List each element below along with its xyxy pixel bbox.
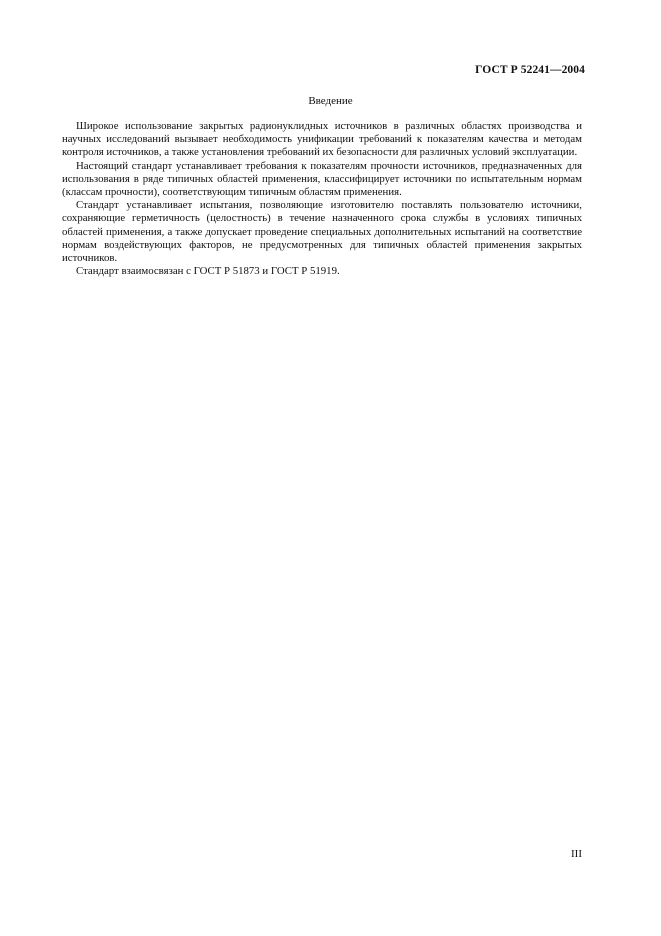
document-header: ГОСТ Р 52241—2004	[475, 64, 585, 76]
paragraph: Настоящий стандарт устанавливает требования к показателям прочности источников, предназначенных для использования в ряде типичных областей применения, классифицирует источники по испытательным нормам (классам прочности), соответствующим типичным областям применения.	[62, 159, 582, 199]
paragraph: Стандарт устанавливает испытания, позволяющие изготовителю поставлять пользователю источники, сохраняющие герметичность (целостность) в течение назначенного срока службы в условиях типичных областей применения, а также допускает проведение специальных дополнительных испытаний на соответствие нормам воздействующих факторов, не предусмотренных для типичных областей применения закрытых источников.	[62, 199, 582, 265]
body-text	[62, 120, 582, 278]
paragraph: Широкое использование закрытых радионуклидных источников в различных областях производства и научных исследований вызывает необходимость унификации требований к показателям качества и методам контроля источников, а также установления требований их безопасности для различных условий эксплуатации.	[62, 120, 582, 159]
page-number: III	[571, 848, 582, 860]
section-title: Введение	[308, 95, 353, 107]
paragraph: Стандарт взаимосвязан с ГОСТ Р 51873 и ГОСТ Р 51919.	[76, 265, 340, 278]
